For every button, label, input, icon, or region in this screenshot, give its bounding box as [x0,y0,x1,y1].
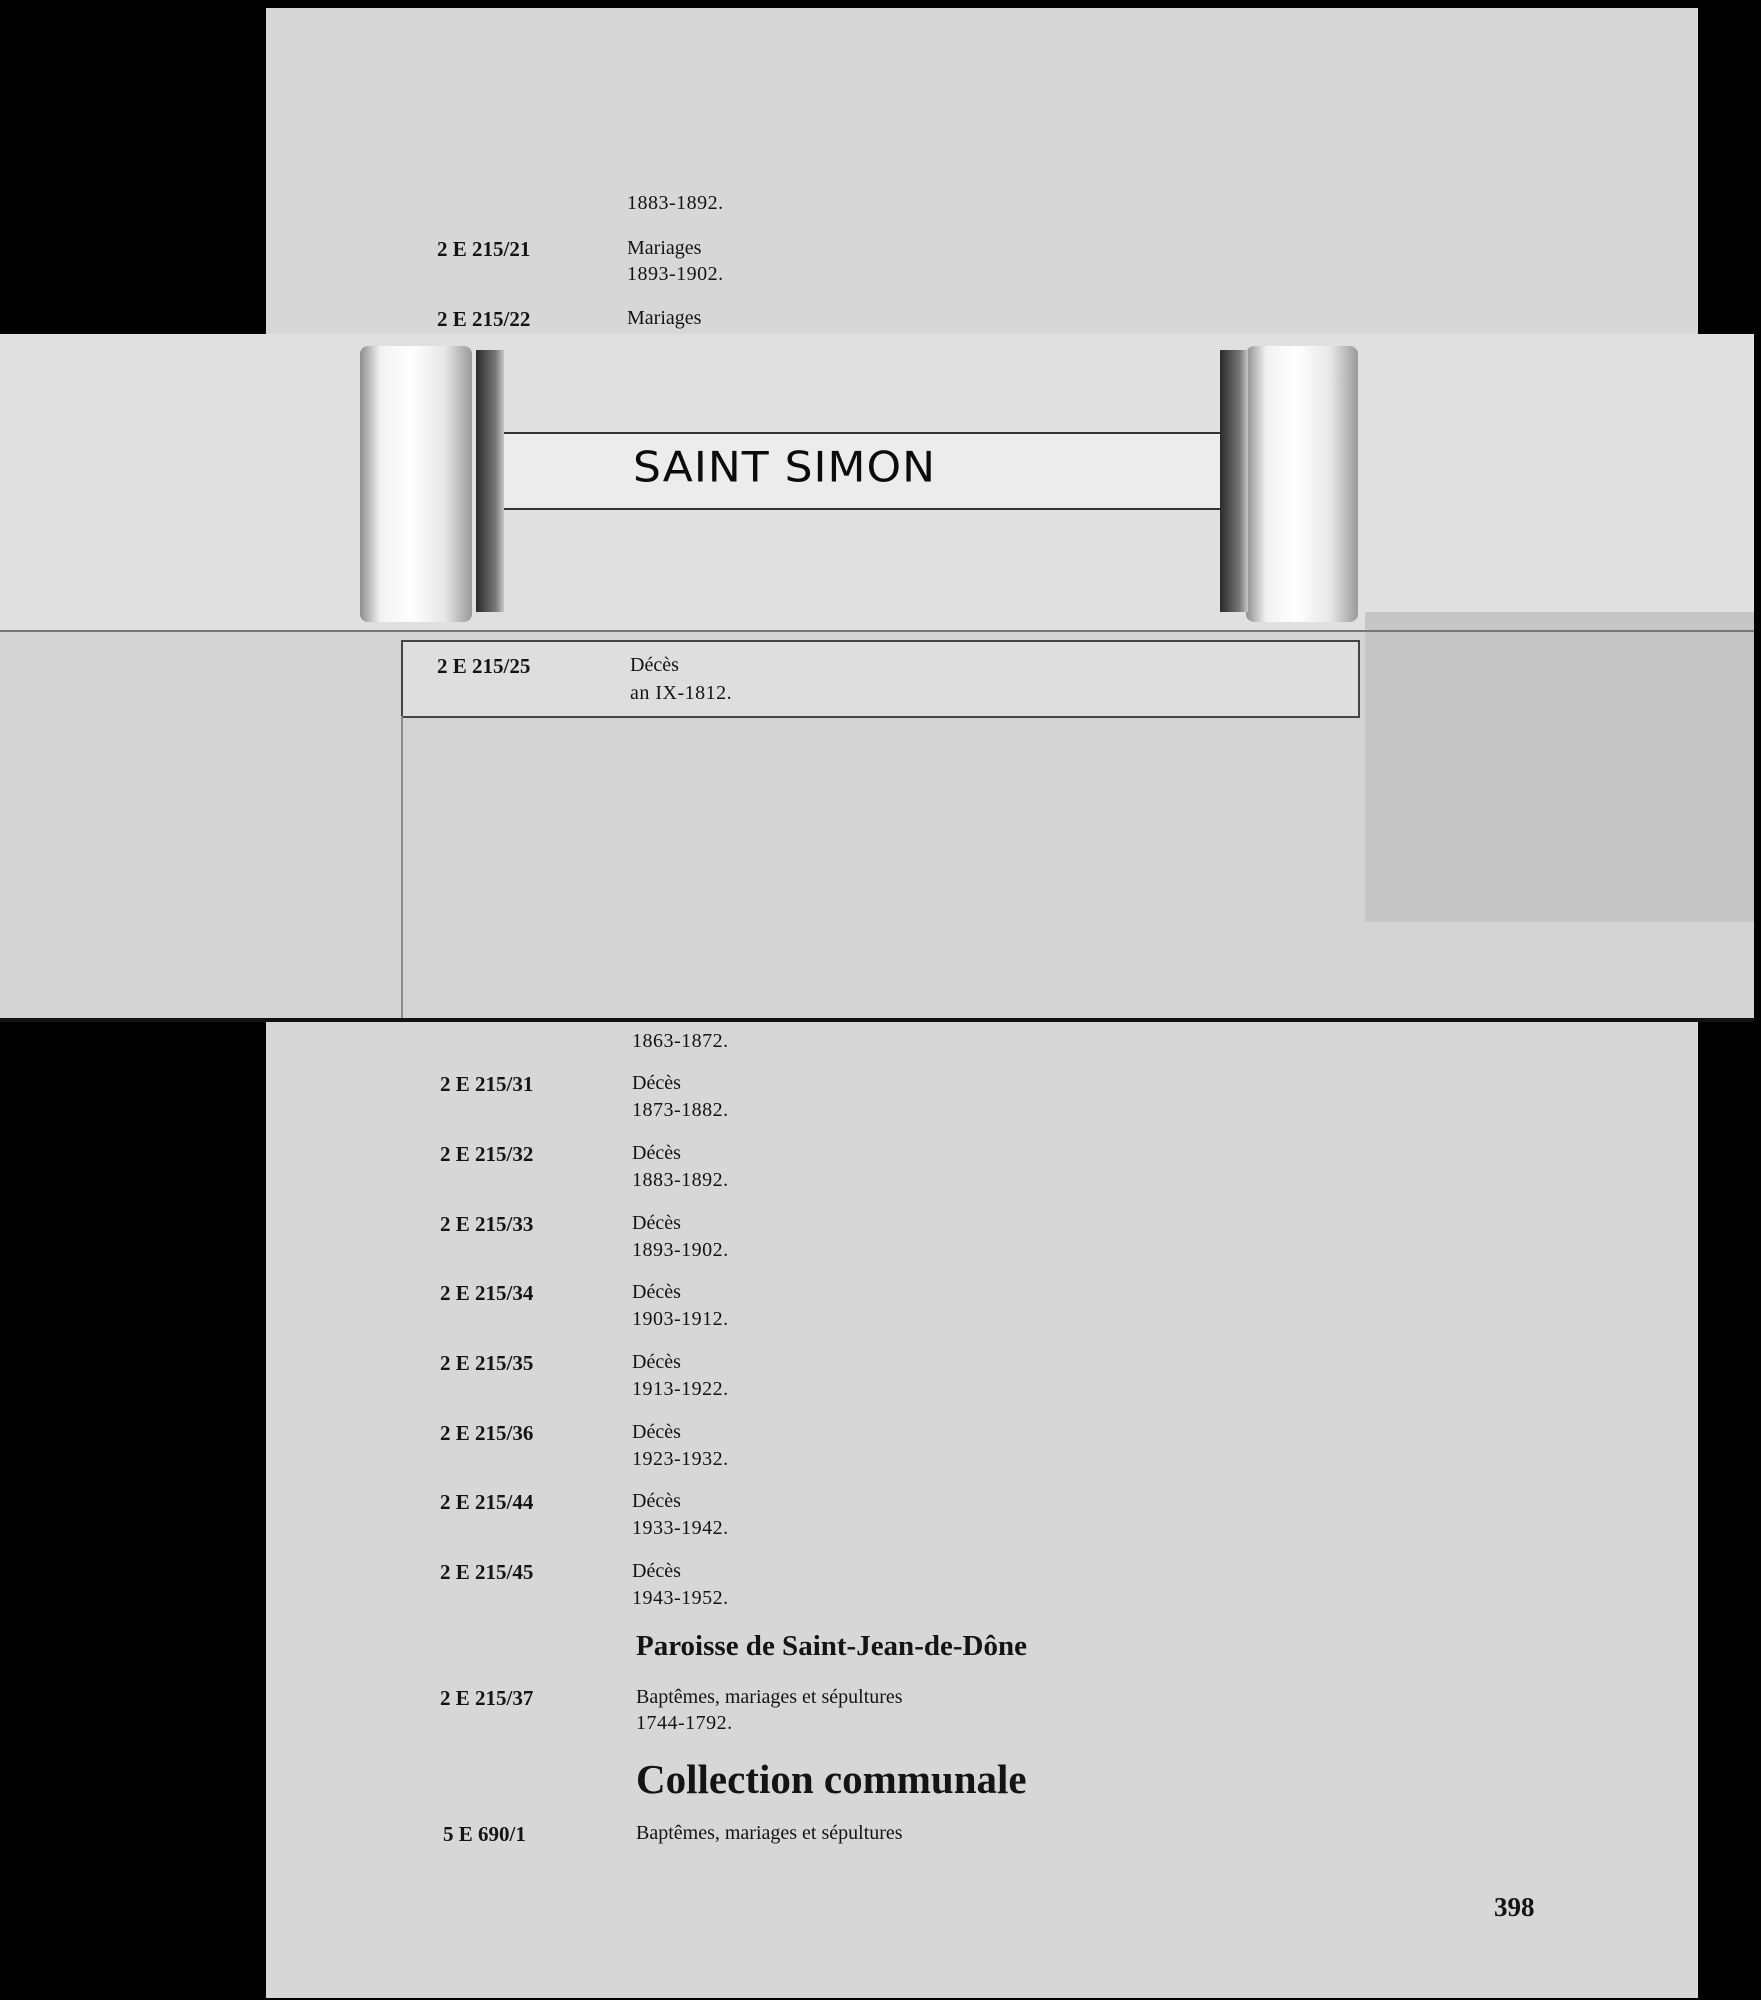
entry-type: Décès [632,1072,681,1094]
right-clip-shadow [1220,350,1248,612]
left-clip [360,346,472,622]
slip-guide-line [401,716,403,1018]
section-heading: Paroisse de Saint-Jean-de-Dône [636,1630,1027,1662]
entry-type: Décès [630,654,679,676]
entry-type: Décès [632,1281,681,1303]
entry-ref: 2 E 215/25 [437,654,531,678]
entry-years: 1883-1892. [632,1169,729,1191]
entry-years: 1933-1942. [632,1517,729,1539]
index-card-shadow [1365,612,1754,922]
entry-type: Décès [632,1490,681,1512]
entry-type: Décès [632,1142,681,1164]
entry-years: 1943-1952. [632,1587,729,1609]
entry-ref: 2 E 215/34 [440,1281,534,1305]
entry-years: 1913-1922. [632,1378,729,1400]
entry-ref: 2 E 215/31 [440,1072,534,1096]
entry-type: Mariages [627,307,702,329]
card-edge [0,1018,1754,1022]
entry-years: 1883-1892. [627,192,724,214]
entry-type: Baptêmes, mariages et sépultures [636,1686,903,1708]
entry-ref: 2 E 215/45 [440,1560,534,1584]
entry-years: 1903-1912. [632,1308,729,1330]
entry-years: 1873-1882. [632,1099,729,1121]
entry-ref: 2 E 215/22 [437,307,531,331]
entry-type: Mariages [627,237,702,259]
entry-years: 1893-1902. [632,1239,729,1261]
card-label: SAINT SIMON [633,443,937,492]
left-clip-shadow [476,350,504,612]
entry-years: 1863-1872. [632,1030,729,1052]
entry-years: an IX-1812. [630,682,733,704]
entry-ref: 5 E 690/1 [443,1822,526,1846]
section-heading: Collection communale [636,1756,1027,1802]
entry-type: Décès [632,1560,681,1582]
entry-ref: 2 E 215/36 [440,1421,534,1445]
right-clip [1246,346,1358,622]
entry-ref: 2 E 215/33 [440,1212,534,1236]
entry-ref: 2 E 215/32 [440,1142,534,1166]
entry-years: 1744-1792. [636,1712,733,1734]
card-fold-line [0,630,1754,632]
entry-ref: 2 E 215/21 [437,237,531,261]
entry-ref: 2 E 215/35 [440,1351,534,1375]
entry-ref: 2 E 215/37 [440,1686,534,1710]
entry-type: Décès [632,1351,681,1373]
entry-years: 1893-1902. [627,263,724,285]
entry-years: 1923-1932. [632,1448,729,1470]
entry-type: Décès [632,1212,681,1234]
slip-entry-box [401,640,1360,718]
entry-ref: 2 E 215/44 [440,1490,534,1514]
entry-type: Décès [632,1421,681,1443]
page-number: 398 [1494,1892,1535,1922]
entry-type: Baptêmes, mariages et sépultures [636,1822,903,1844]
